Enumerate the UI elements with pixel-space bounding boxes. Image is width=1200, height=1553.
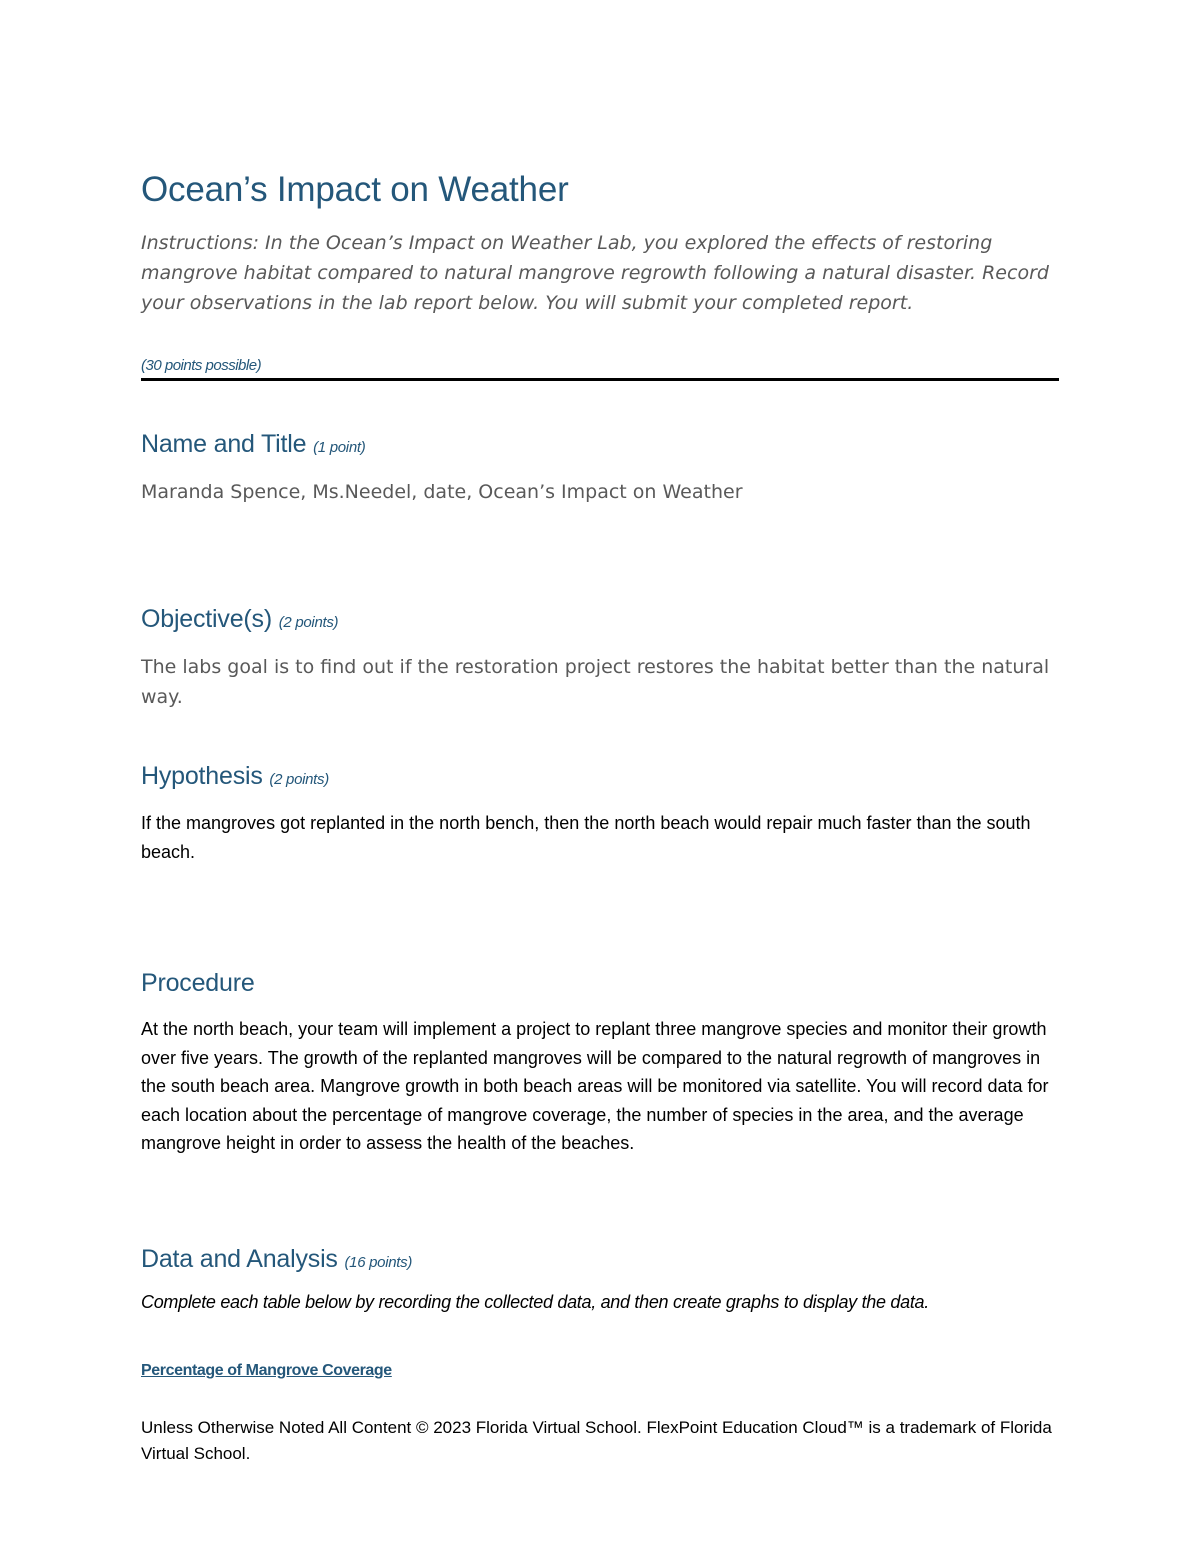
- points-possible: (30 points possible): [141, 357, 262, 374]
- document-title: Ocean’s Impact on Weather: [141, 170, 569, 209]
- objectives-answer[interactable]: The labs goal is to find out if the restoration project restores the habitat better than the natural way.: [141, 656, 1050, 708]
- name-title-heading-text: Name and Title: [141, 430, 307, 458]
- procedure-heading: Procedure: [141, 969, 255, 997]
- hypothesis-heading-text: Hypothesis: [141, 762, 263, 790]
- mangrove-coverage-subheading: Percentage of Mangrove Coverage: [141, 1362, 392, 1379]
- procedure-text: At the north beach, your team will implement a project to replant three mangrove species and monitor their growth over five years. The growth of the replanted mangroves will be compared to the natural regrowth of mangroves in the south beach area. Mangrove growth in both beach areas will be monitored via satellite. You will record data for each location about the percentage of mangrove coverage, the number of species in the area, and the average mangrove height in order to assess the health of the beaches.: [141, 1019, 1049, 1153]
- name-title-heading: [141, 430, 365, 459]
- instructions-text[interactable]: Instructions: In the Ocean’s Impact on Weather Lab, you explored the effects of restoring mangrove habitat compared to natural mangrove regrowth following a natural disaster. Record your observations in the lab report below. You will submit your completed report.: [141, 232, 1049, 314]
- title-divider: [141, 378, 1059, 381]
- objectives-heading: [141, 605, 338, 634]
- data-analysis-heading-text: Data and Analysis: [141, 1245, 338, 1273]
- name-title-answer[interactable]: Maranda Spence, Ms.Needel, date, Ocean’s Impact on Weather: [141, 481, 743, 503]
- objectives-points: (2 points): [278, 614, 339, 631]
- hypothesis-heading: [141, 762, 329, 791]
- data-analysis-instructions: Complete each table below by recording the collected data, and then create graphs to display the data.: [141, 1292, 929, 1312]
- name-title-points: (1 point): [313, 439, 366, 456]
- hypothesis-points: (2 points): [269, 771, 329, 788]
- data-analysis-points: (16 points): [344, 1254, 413, 1271]
- data-analysis-heading: [141, 1245, 412, 1274]
- objectives-heading-text: Objective(s): [141, 605, 272, 633]
- footer-copyright: Unless Otherwise Noted All Content © 2023 Florida Virtual School. FlexPoint Education Cloud™ is a trademark of Florida Virtual School.: [141, 1418, 1052, 1463]
- hypothesis-answer[interactable]: If the mangroves got replanted in the north bench, then the north beach would repair much faster than the south beach.: [141, 813, 1031, 862]
